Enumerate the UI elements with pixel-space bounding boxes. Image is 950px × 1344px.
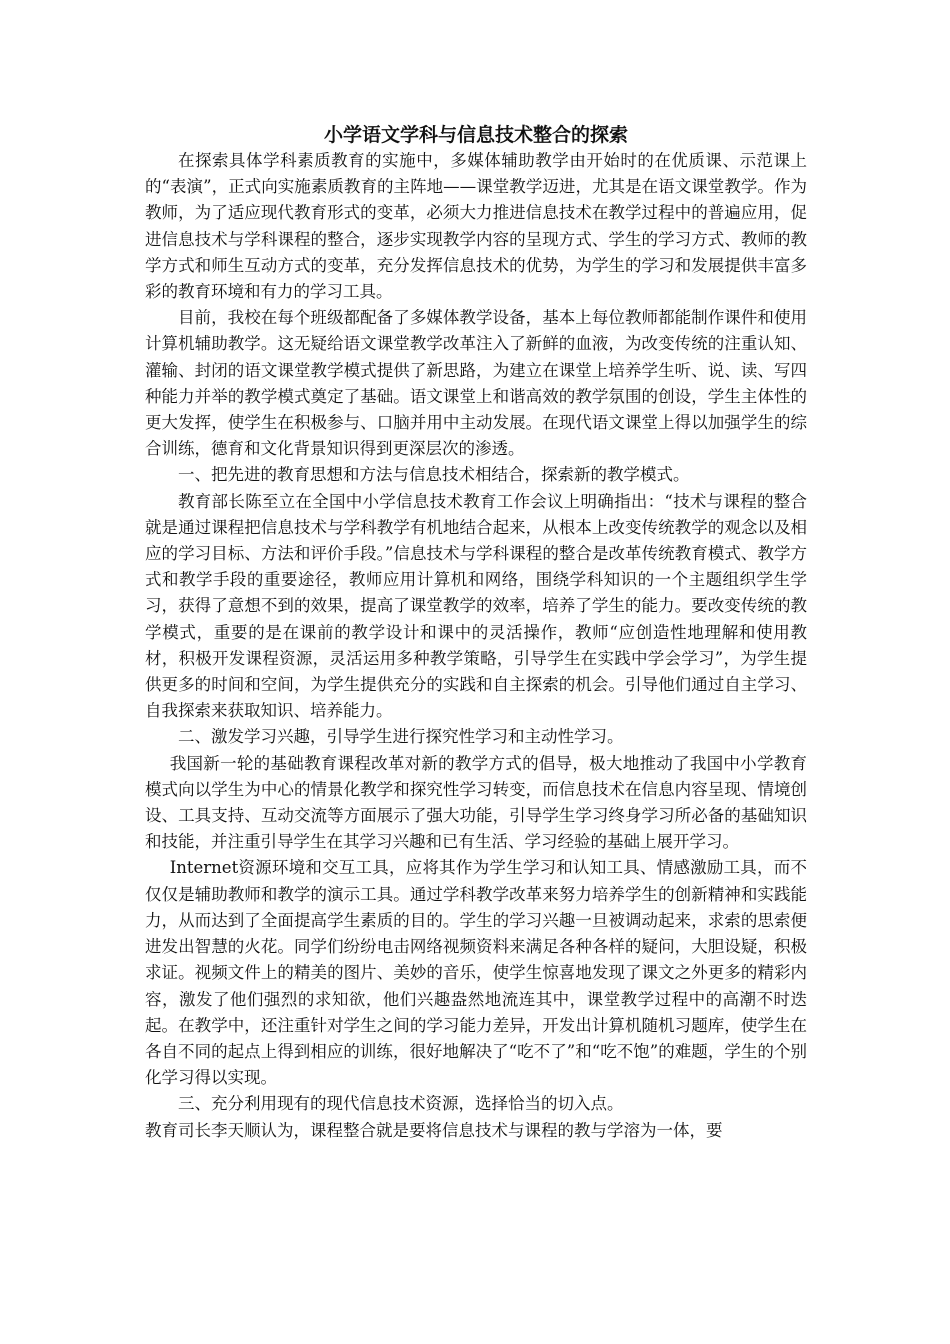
paragraph-intro: 在探索具体学科素质教育的实施中，多媒体辅助教学由开始时的在优质课、示范课上的“表演”，正式向实施素质教育的主阵地——课堂教学迈进，尤其是在语文课堂教学。作为教师，为了适应现代教育形式的变革，必须大力推进信息技术在教学过程中的普遍应用，促进信息技术与学科课程的整合，逐步实现教学内容的呈现方式、学生的学习方式、教师的教学方式和师生互动方式的变革，充分发挥信息技术的优势，为学生的学习和发展提供丰富多彩的教育环境和有力的学习工具。 — [145, 151, 807, 302]
document-page — [145, 122, 807, 1144]
paragraph-section-three: 教育司长李天顺认为，课程整合就是要将信息技术与课程的教与学溶为一体，要 — [145, 1120, 723, 1140]
paragraph-current-status: 目前，我校在每个班级都配备了多媒体教学设备，基本上每位教师都能制作课件和使用计算机辅助教学。这无疑给语文课堂教学改革注入了新鲜的血液，为改变传统的注重认知、灌输、封闭的语文课堂教学模式提供了新思路，为建立在课堂上培养学生听、说、读、写四种能力并举的教学模式奠定了基础。语文课堂上和谐高效的教学氛围的创设，学生主体性的更大发挥，使学生在积极参与、口脑并用中主动发展。在现代语文课堂上得以加强学生的综合训练，德育和文化背景知识得到更深层次的渗透。 — [145, 308, 807, 459]
paragraph-internet: Internet资源环境和交互工具，应将其作为学生学习和认知工具、情感激励工具，而不仅仅是辅助教师和教学的演示工具。通过学科教学改革来努力培养学生的创新精神和实践能力，从而达到了全面提高学生素质的目的。学生的学习兴趣一旦被调动起来，求索的思索便进发出智慧的火花。同学们纷纷电击网络视频资料来满足各种各样的疑问，大胆设疑，积极求证。视频文件上的精美的图片、美妙的音乐，使学生惊喜地发现了课文之外更多的精彩内容，激发了他们强烈的求知欲，他们兴趣盎然地流连其中，课堂教学过程中的高潮不时迭起。在教学中，还注重针对学生之间的学习能力差异，开发出计算机随机习题库，使学生在各自不同的起点上得到相应的训练，很好地解决了“吃不了”和“吃不饱”的难题，学生的个别化学习得以实现。 — [145, 858, 807, 1088]
section-heading-three: 三、充分利用现有的现代信息技术资源，选择恰当的切入点。 — [178, 1094, 624, 1114]
paragraph-section-two: 我国新一轮的基础教育课程改革对新的教学方式的倡导，极大地推动了我国中小学教育模式向以学生为中心的情景化教学和探究性学习转变，而信息技术在信息内容呈现、情境创设、工具支持、互动交流等方面展示了强大功能，引导学生学习终身学习所必备的基础知识和技能，并注重引导学生在其学习兴趣和已有生活、学习经验的基础上展开学习。 — [145, 753, 807, 852]
document-title: 小学语文学科与信息技术整合的探索 — [323, 124, 628, 146]
paragraph-section-one: 教育部长陈至立在全国中小学信息技术教育工作会议上明确指出：“技术与课程的整合就是通过课程把信息技术与学科教学有机地结合起来，从根本上改变传统教学的观念以及相应的学习目标、方法和评价手段。”信息技术与学科课程的整合是改革传统教育模式、教学方式和教学手段的重要途径，教师应用计算机和网络，围绕学科知识的一个主题组织学生学习，获得了意想不到的效果，提高了课堂教学的效率，培养了学生的能力。要改变传统的教学模式，重要的是在课前的教学设计和课中的灵活操作，教师“应创造性地理解和使用教材，积极开发课程资源，灵活运用多种教学策略，引导学生在实践中学会学习”，为学生提供更多的时间和空间，为学生提供充分的实践和自主探索的机会。引导他们通过自主学习、自我探索来获取知识、培养能力。 — [145, 491, 807, 721]
section-heading-one: 一、把先进的教育思想和方法与信息技术相结合，探索新的教学模式。 — [178, 465, 690, 485]
section-heading-two: 二、激发学习兴趣，引导学生进行探究性学习和主动性学习。 — [178, 727, 624, 747]
